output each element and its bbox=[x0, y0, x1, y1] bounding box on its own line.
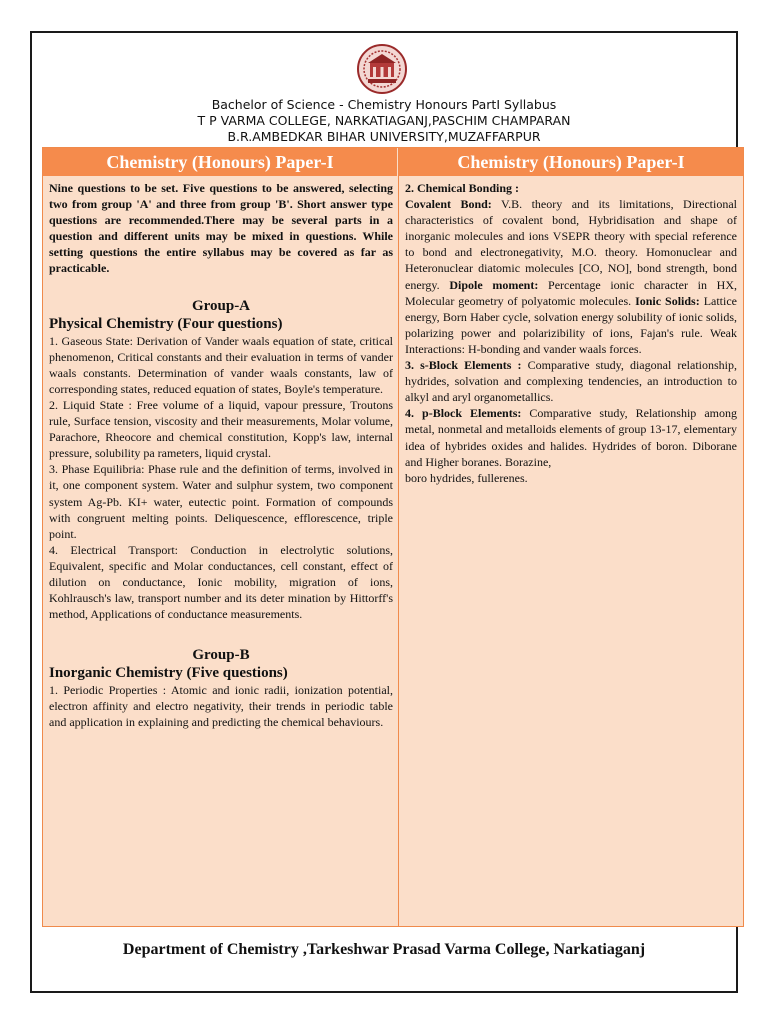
dipole-moment-label: Dipole moment: bbox=[449, 277, 539, 292]
topic-p-block-tail: boro hydrides, fullerenes. bbox=[405, 470, 528, 485]
ionic-solids-text: Lattice energy, Born Haber cycle, solvation energy solubility of ionic solids, polarizing power and polarizibility of ions, Fajan's rule. Weak Interactions: H-bonding and vander waals forces. bbox=[405, 293, 738, 356]
s-block-text: Comparative study, diagonal relationship, hydrides, solvation and complexing tendencies, an introduction to alkyl and aryl organometallics. bbox=[405, 358, 738, 405]
chemical-bonding-heading: 2. Chemical Bonding : bbox=[405, 181, 520, 195]
left-column-title: Chemistry (Honours) Paper-I bbox=[43, 148, 397, 176]
ionic-solids-label: Ionic Solids: bbox=[635, 293, 700, 308]
header-line-3: B.R.AMBEDKAR BIHAR UNIVERSITY,MUZAFFARPUR bbox=[227, 129, 541, 144]
column-divider bbox=[398, 148, 399, 926]
college-emblem-icon bbox=[356, 43, 408, 95]
group-a-subheading: Physical Chemistry (Four questions) bbox=[49, 315, 283, 332]
right-column bbox=[405, 180, 737, 486]
dipole-moment-text: Percentage ionic character in HX, Molecular geometry of polyatomic molecules. bbox=[405, 277, 737, 308]
topic-periodic-properties: 1. Periodic Properties : Atomic and ionic radii, ionization potential, electron affinity and electro negativity, their trends in periodic table and application in explaining and predicting the chemical behaviours. bbox=[49, 683, 393, 730]
covalent-bond-text: V.B. theory and its limitations, Directional characteristics of covalent bond, Hybridisation and shape of inorganic molecules and ions VSEPR theory with special reference to bond and electronegativity, M.O. theory. Homonuclear and Heteronuclear diatomic molecules [CO, NO], bond strength, bond energy. bbox=[405, 197, 737, 292]
header-line-2: T P VARMA COLLEGE, NARKATIAGANJ,PASCHIM CHAMPARAN bbox=[197, 113, 571, 128]
topic-gaseous-state: 1. Gaseous State: Derivation of Vander waals equation of state, critical phenomenon, Critical constants and their evaluation in terms of vander waals constants. Determination of vander waals constants, law of corresponding states, reduced equation of states, Boyle's temperature. bbox=[49, 333, 393, 396]
page-frame bbox=[30, 31, 738, 993]
p-block-text: Comparative study, Relationship among metal, nonmetal and metalloids elements of group 13-17, elementary idea of hybrides oxides and halides. Hydrides of boron. Diborane and Higher boranes. Borazine, bbox=[405, 406, 737, 469]
s-block-label: 3. s-Block Elements : bbox=[405, 358, 522, 373]
topic-s-block bbox=[405, 357, 737, 405]
instructions: Nine questions to be set. Five questions to be answered, selecting two from group 'A' and three from group 'B'. Short answer type questions are recommended.There may be several parts in a question and different units may be mixed in questions. While setting questions the entire syllabus may be covered as far as practicable. bbox=[49, 181, 393, 276]
footer-department: Department of Chemistry ,Tarkeshwar Prasad Varma College, Narkatiaganj bbox=[122, 941, 646, 958]
chemical-bonding-body bbox=[405, 196, 737, 357]
header-line-1: Bachelor of Science - Chemistry Honours PartI Syllabus bbox=[211, 97, 557, 112]
group-b-subheading: Inorganic Chemistry (Five questions) bbox=[49, 665, 288, 682]
p-block-label: 4. p-Block Elements: bbox=[405, 406, 522, 421]
topic-phase-equilibria: 3. Phase Equilibria: Phase rule and the definition of terms, involved in it, one component system. Water and sulphur system, two component system Ag-Pb. KI+ water, eutectic point. Formation of compounds with congruent melting points. Deliquescence, efflorescence, triple point. bbox=[49, 462, 393, 541]
right-column-title: Chemistry (Honours) Paper-I bbox=[399, 148, 743, 176]
topic-liquid-state: 2. Liquid State : Free volume of a liquid, vapour pressure, Troutons rule, Surface tension, viscosity and their measurements, Molar volume, Parachore, Rheocore and chemical constitution, Kopp's law, internal pressure, solubility pa rameters, liquid crystal. bbox=[49, 397, 393, 461]
left-column bbox=[49, 180, 393, 731]
topic-p-block bbox=[405, 405, 737, 469]
group-a-heading: Group-A bbox=[191, 297, 251, 314]
covalent-bond-label: Covalent Bond: bbox=[405, 197, 492, 212]
topic-chemical-bonding bbox=[405, 180, 737, 196]
topic-electrical-transport: 4. Electrical Transport: Conduction in electrolytic solutions, Equivalent, specific and Molar conductances, cell constant, effect of dilution on conductance, Ionic mobility, migration of ions, Kohlrausch's law, transport number and its deter mination by Hittorff's method, Applications of conductance measurements. bbox=[49, 542, 393, 622]
syllabus-table bbox=[42, 147, 744, 927]
group-b-heading: Group-B bbox=[192, 647, 250, 664]
